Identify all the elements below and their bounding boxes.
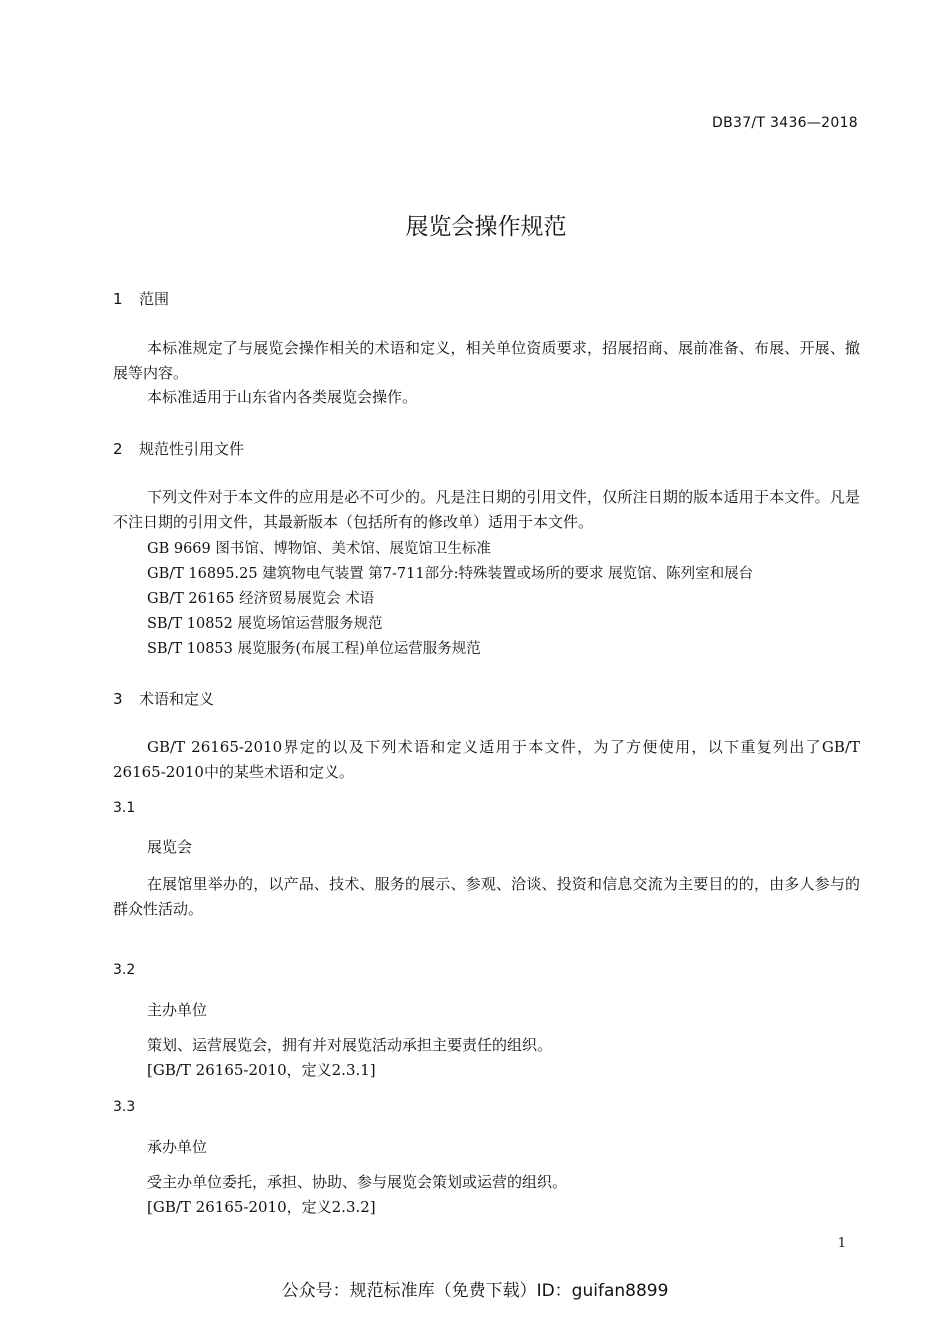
reference-item: GB/T 16895.25 建筑物电气装置 第7-711部分:特殊装置或场所的要求 展览馆、陈列室和展台 bbox=[147, 566, 754, 582]
section-title: 规范性引用文件 bbox=[139, 440, 245, 458]
term-name: 展览会 bbox=[147, 838, 193, 856]
term-number: 3.1 bbox=[113, 800, 136, 816]
section-number: 1 bbox=[113, 290, 123, 308]
section-number: 3 bbox=[113, 690, 123, 708]
footer-watermark: 公众号：规范标准库（免费下载）ID：guifan8899 bbox=[281, 1281, 669, 1301]
document-title: 展览会操作规范 bbox=[405, 214, 567, 240]
section-heading bbox=[113, 288, 169, 309]
section-heading bbox=[113, 438, 244, 459]
reference-item: SB/T 10853 展览服务(布展工程)单位运营服务规范 bbox=[147, 641, 481, 657]
term-number: 3.3 bbox=[113, 1099, 136, 1115]
paragraph: 本标准规定了与展览会操作相关的术语和定义，相关单位资质要求，招展招商、展前准备、布展、开展、撤展等内容。 bbox=[113, 339, 860, 382]
reference-item: SB/T 10852 展览场馆运营服务规范 bbox=[147, 616, 383, 632]
term-source: [GB/T 26165-2010，定义2.3.2] bbox=[147, 1198, 376, 1216]
section-number: 2 bbox=[113, 440, 123, 458]
paragraph: GB/T 26165-2010界定的以及下列术语和定义适用于本文件，为了方便使用，以下重复列出了GB/T 26165-2010中的某些术语和定义。 bbox=[113, 738, 860, 781]
term-number: 3.2 bbox=[113, 962, 136, 978]
term-definition: 策划、运营展览会，拥有并对展览活动承担主要责任的组织。 bbox=[147, 1036, 553, 1054]
term-definition: 在展馆里举办的，以产品、技术、服务的展示、参观、洽谈、投资和信息交流为主要目的的，由多人参与的群众性活动。 bbox=[113, 875, 860, 918]
term-source: [GB/T 26165-2010，定义2.3.1] bbox=[147, 1061, 376, 1079]
paragraph: 本标准适用于山东省内各类展览会操作。 bbox=[147, 388, 418, 406]
term-name: 主办单位 bbox=[147, 1001, 208, 1019]
standard-code: DB37/T 3436—2018 bbox=[712, 115, 858, 131]
term-definition: 受主办单位委托，承担、协助、参与展览会策划或运营的组织。 bbox=[147, 1173, 568, 1191]
page-number: 1 bbox=[837, 1236, 846, 1251]
reference-item: GB 9669 图书馆、博物馆、美术馆、展览馆卫生标准 bbox=[147, 541, 491, 557]
term-name: 承办单位 bbox=[147, 1138, 208, 1156]
section-heading bbox=[113, 688, 214, 709]
paragraph: 下列文件对于本文件的应用是必不可少的。凡是注日期的引用文件，仅所注日期的版本适用于本文件。凡是不注日期的引用文件，其最新版本（包括所有的修改单）适用于本文件。 bbox=[113, 488, 860, 531]
section-title: 术语和定义 bbox=[139, 690, 215, 708]
reference-item: GB/T 26165 经济贸易展览会 术语 bbox=[147, 591, 375, 607]
section-title: 范围 bbox=[139, 290, 170, 308]
